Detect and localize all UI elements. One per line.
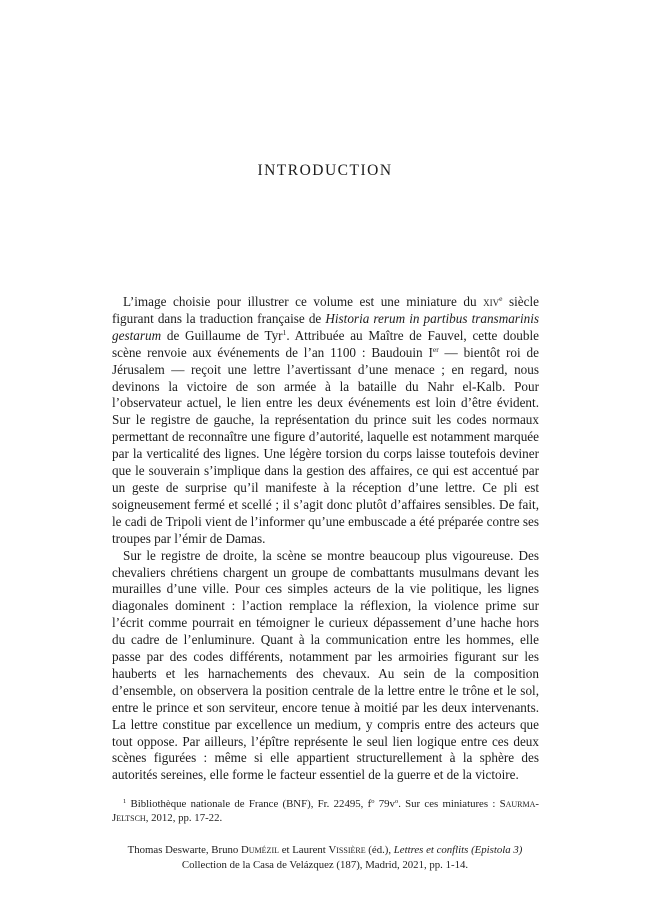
superscript: er <box>432 344 439 354</box>
publication-credits <box>0 843 650 872</box>
footnote-reference[interactable]: 1 <box>282 327 287 337</box>
book-title: Lettres et conflits (Epistola 3) <box>393 844 523 856</box>
superscript: o <box>394 798 399 805</box>
text-span: siècle figurant dans la traduction française de <box>112 294 539 326</box>
text-span: de Guillaume de Tyr <box>161 327 283 343</box>
chapter-title: INTRODUCTION <box>257 162 393 179</box>
footnote <box>112 797 539 825</box>
editor-name: Vissière <box>328 844 366 856</box>
work-title: Historia rerum in partibus transmarinis gestarum <box>112 310 539 343</box>
century-numeral: xiv <box>483 294 500 309</box>
credits-line-1 <box>0 843 650 858</box>
paragraph-2: Sur le registre de droite, la scène se montre beaucoup plus vigoureuse. Des chevaliers chrétiens chargent un groupe de combattants musulmans devant les murailles d’une ville. Pour ces simples acteurs de la vie politique, les lignes diagonales dominent : l’action remplace la réflexion, la violence prime sur l’écrit comme pourrait en témoigner le curieux dépassement d’une hache hors du cadre de l’enluminure. Quant à la communication entre les hommes, elle passe par des codes différents, notamment par les armoiries figurant sur les hauberts et les harnachements des chevaux. Au sein de la composition d’ensemble, on observera la position centrale de la lettre entre le trône et le sol, entre le prince et son serviteur, encore tenue à moitié par les deux intervenants. La lettre constitue par excellence un medium, y compris entre des acteurs que tout oppose. Par ailleurs, l’épître représente le seul lien logique entre ces deux scènes figurées : même si elle appartient structurellement à la sphère des autorités sereines, elle forme le facteur essentiel de la guerre et de la victoire. <box>112 547 539 783</box>
text-span: 79v <box>374 798 395 810</box>
superscript: e <box>499 294 503 303</box>
text-span: , 2012, pp. 17-22. <box>145 812 223 824</box>
text-span: L’image choisie pour illustrer ce volume est une miniature du <box>123 294 484 309</box>
text-span: , Bruno <box>205 844 241 856</box>
paragraph-1 <box>112 294 539 548</box>
text-span: . Sur ces miniatures : <box>398 798 500 810</box>
text-span: Bibliothèque nationale de France (BNF), Fr. 22495, f <box>126 798 372 810</box>
main-text <box>112 294 539 784</box>
author-name: Saurma-Jeltsch <box>112 798 539 824</box>
editor-name: Dumézil <box>240 844 279 856</box>
editor-name: Thomas Deswarte <box>127 844 206 856</box>
credits-line-2: Collection de la Casa de Velázquez (187), Madrid, 2021, pp. 1-14. <box>181 858 469 871</box>
text-span: — bientôt roi de Jérusalem — reçoit une lettre l’avertissant d’une menace ; en regard, nous devinons la victoire de son armée à la bataille du Nahr el-Kalb. Pour l’observateur actuel, le lien entre les deux événements est loin d’être évident. Sur le registre de gauche, la représentation du prince suit les codes normaux permettant de reconnaître une figure d’autorité, laquelle est notamment marquée par la verticalité des lignes. Une légère torsion du corps laisse toutefois deviner que le souverain s’implique dans la gestion des affaires, ce qui est accentué par un geste de surprise qu’il manifeste à la réception d’une lettre. Ce pli est soigneusement fermé et scellé ; il s’agit donc plutôt d’affaires sensibles. De fait, le cadi de Tripoli vient de l’informer qu’une embuscade a été préparée contre ses troupes par l’émir de Damas. <box>112 344 539 546</box>
text-span: (éd.), <box>365 844 394 856</box>
footnote-number: 1 <box>123 798 127 805</box>
superscript: o <box>371 798 375 805</box>
text-span: et Laurent <box>279 844 329 856</box>
text-span: . Attribuée au Maître de Fauvel, cette double scène renvoie aux événements de l’an 1100 : Baudouin I <box>112 327 539 360</box>
